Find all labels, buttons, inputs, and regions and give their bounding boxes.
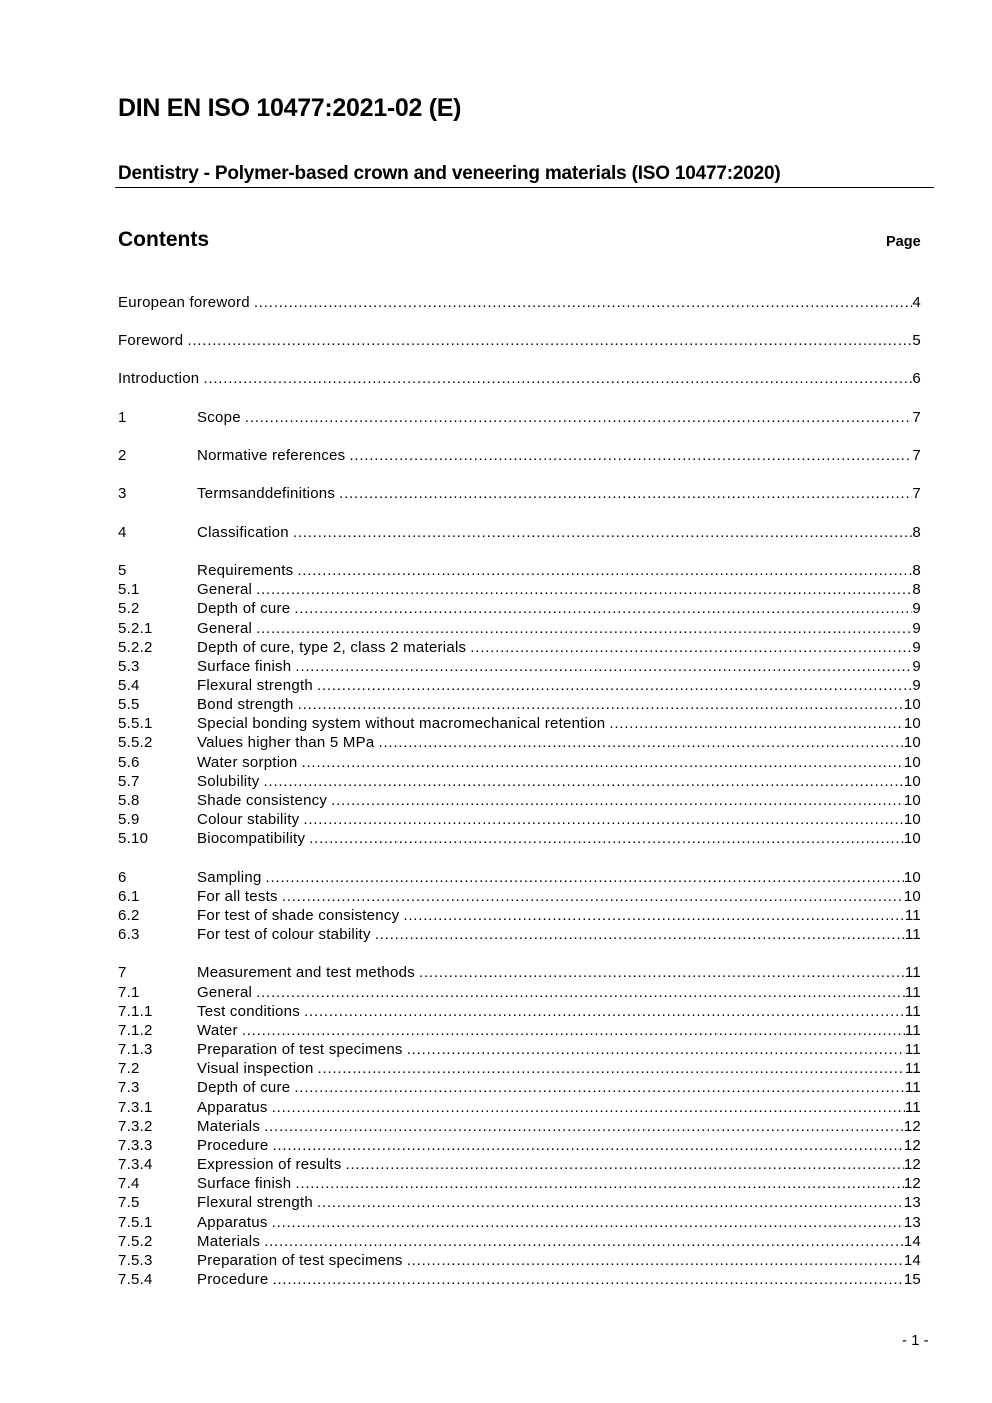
toc-dot-leader [375, 925, 905, 944]
toc-entry-number: 5.7 [118, 773, 140, 790]
toc-entry-number: 7.5.1 [118, 1214, 153, 1231]
toc-entry-title: Procedure [197, 1137, 269, 1154]
toc-entry-number: 7.1.2 [118, 1022, 153, 1039]
toc-dot-leader [470, 638, 912, 657]
toc-entry-title: Water [197, 1022, 238, 1039]
toc-entry-number: 7.5.3 [118, 1252, 153, 1269]
toc-entry[interactable] [118, 293, 921, 312]
toc-entry-page: 12 [903, 1118, 921, 1135]
toc-dot-leader [419, 963, 905, 982]
toc-entry-title: Requirements [197, 562, 294, 579]
toc-entry-number: 6.1 [118, 888, 140, 905]
toc-dot-leader [294, 599, 912, 618]
toc-entry-number: 5.5.2 [118, 734, 153, 751]
toc-entry-title: Expression of results [197, 1156, 342, 1173]
toc-entry-number: 7 [118, 964, 127, 981]
toc-entry[interactable] [118, 733, 921, 752]
toc-entry-page: 7 [912, 409, 921, 426]
toc-entry[interactable] [118, 772, 921, 791]
toc-entry-page: 8 [912, 581, 921, 598]
toc-entry[interactable] [118, 638, 921, 657]
toc-entry[interactable] [118, 599, 921, 618]
toc-entry-title: Procedure [197, 1271, 269, 1288]
toc-entry-number: 7.3 [118, 1079, 140, 1096]
toc-entry-title: Depth of cure [197, 600, 291, 617]
toc-entry-page: 14 [903, 1233, 921, 1250]
toc-entry-title: Introduction [118, 370, 200, 387]
toc-entry-number: 5 [118, 562, 127, 579]
toc-entry-page: 6 [912, 370, 921, 387]
toc-entry-title: Biocompatibility [197, 830, 306, 847]
document-title: Dentistry - Polymer-based crown and veneering materials (ISO 10477:2020) [118, 163, 781, 184]
toc-entry-title: Foreword [118, 332, 184, 349]
toc-entry-page: 10 [903, 830, 921, 847]
toc-entry-page: 10 [903, 811, 921, 828]
toc-dot-leader [256, 580, 912, 599]
toc-dot-leader [309, 829, 904, 848]
toc-dot-leader [301, 753, 903, 772]
toc-entry-page: 5 [912, 332, 921, 349]
toc-entry-title: Classification [197, 524, 289, 541]
toc-entry[interactable] [118, 1078, 921, 1097]
toc-entry-page: 11 [904, 964, 921, 981]
toc-entry-page: 11 [904, 1060, 921, 1077]
toc-dot-leader [203, 369, 912, 388]
toc-entry-page: 4 [912, 294, 921, 311]
toc-entry-title: Flexural strength [197, 1194, 313, 1211]
toc-entry-number: 5.6 [118, 754, 140, 771]
toc-entry-title: General [197, 620, 253, 637]
toc-entry-page: 11 [904, 1003, 921, 1020]
toc-entry[interactable] [118, 1021, 921, 1040]
toc-entry-title: For all tests [197, 888, 278, 905]
toc-entry[interactable] [118, 1232, 921, 1251]
toc-dot-leader [317, 1193, 904, 1212]
toc-entry-page: 10 [903, 888, 921, 905]
toc-dot-leader [339, 484, 912, 503]
toc-entry-number: 5.3 [118, 658, 140, 675]
toc-entry-number: 7.4 [118, 1175, 140, 1192]
toc-entry-title: Colour stability [197, 811, 300, 828]
toc-entry-title: European foreword [118, 294, 250, 311]
toc-dot-leader [264, 1117, 904, 1136]
toc-entry-page: 10 [903, 792, 921, 809]
toc-dot-leader [254, 293, 913, 312]
toc-entry-number: 7.3.1 [118, 1099, 153, 1116]
toc-entry[interactable] [118, 676, 921, 695]
contents-heading: Contents [118, 228, 209, 251]
toc-entry-page: 9 [912, 620, 921, 637]
toc-entry[interactable] [118, 619, 921, 638]
toc-entry[interactable] [118, 1270, 921, 1289]
toc-entry-number: 1 [118, 409, 127, 426]
toc-entry-title: General [197, 581, 253, 598]
toc-entry-number: 7.1.1 [118, 1003, 153, 1020]
toc-entry[interactable] [118, 1002, 921, 1021]
toc-entry-page: 10 [903, 773, 921, 790]
toc-entry-page: 11 [904, 1041, 921, 1058]
toc-entry[interactable] [118, 1174, 921, 1193]
toc-dot-leader [272, 1136, 903, 1155]
toc-entry-page: 10 [903, 869, 921, 886]
toc-entry-number: 5.1 [118, 581, 140, 598]
toc-entry-title: For test of colour stability [197, 926, 371, 943]
toc-entry-number: 5.5.1 [118, 715, 153, 732]
toc-entry-title: Termsanddefinitions [197, 485, 336, 502]
toc-entry-number: 5.2 [118, 600, 140, 617]
toc-dot-leader [304, 1002, 905, 1021]
toc-entry-page: 9 [912, 600, 921, 617]
toc-dot-leader [242, 1021, 905, 1040]
document-id: DIN EN ISO 10477:2021-02 (E) [118, 94, 462, 122]
toc-entry[interactable] [118, 446, 921, 465]
toc-entry-page: 9 [912, 639, 921, 656]
toc-entry-page: 11 [904, 1022, 921, 1039]
toc-entry-page: 10 [903, 715, 921, 732]
toc-entry-page: 13 [903, 1194, 921, 1211]
toc-entry[interactable] [118, 925, 921, 944]
toc-entry-page: 12 [903, 1175, 921, 1192]
toc-entry[interactable] [118, 1098, 921, 1117]
toc-dot-leader [245, 408, 913, 427]
toc-entry-page: 11 [904, 984, 921, 1001]
toc-entry-title: Surface finish [197, 1175, 292, 1192]
toc-entry-number: 5.4 [118, 677, 140, 694]
toc-entry-title: Preparation of test specimens [197, 1252, 403, 1269]
toc-entry[interactable] [118, 1193, 921, 1212]
toc-dot-leader [298, 695, 904, 714]
toc-dot-leader [331, 791, 904, 810]
toc-entry[interactable] [118, 887, 921, 906]
toc-entry[interactable] [118, 791, 921, 810]
title-rule [115, 187, 934, 188]
toc-dot-leader [266, 868, 904, 887]
toc-entry-number: 5.2.1 [118, 620, 153, 637]
toc-entry[interactable] [118, 523, 921, 542]
toc-entry[interactable] [118, 963, 921, 982]
toc-dot-leader [609, 714, 903, 733]
toc-entry-title: Flexural strength [197, 677, 313, 694]
toc-entry-title: Test conditions [197, 1003, 300, 1020]
toc-dot-leader [297, 561, 912, 580]
toc-entry[interactable] [118, 369, 921, 388]
toc-entry-number: 2 [118, 447, 127, 464]
toc-entry-page: 11 [904, 1099, 921, 1116]
toc-entry[interactable] [118, 408, 921, 427]
toc-dot-leader [256, 619, 912, 638]
toc-entry[interactable] [118, 561, 921, 580]
toc-entry-number: 6 [118, 869, 127, 886]
toc-entry-page: 10 [903, 696, 921, 713]
toc-entry-title: Scope [197, 409, 241, 426]
toc-entry-number: 3 [118, 485, 127, 502]
toc-entry-page: 14 [903, 1252, 921, 1269]
toc-entry-title: Water sorption [197, 754, 298, 771]
toc-entry-page: 10 [903, 754, 921, 771]
toc-entry-title: Visual inspection [197, 1060, 314, 1077]
toc-entry-title: Surface finish [197, 658, 292, 675]
toc-dot-leader [282, 887, 904, 906]
toc-entry-title: For test of shade consistency [197, 907, 400, 924]
toc-entry-page: 12 [903, 1137, 921, 1154]
toc-entry[interactable] [118, 484, 921, 503]
toc-entry[interactable] [118, 695, 921, 714]
toc-entry-page: 8 [912, 524, 921, 541]
toc-dot-leader [403, 906, 905, 925]
toc-entry-title: Apparatus [197, 1099, 268, 1116]
toc-entry-number: 4 [118, 524, 127, 541]
toc-entry-title: Normative references [197, 447, 346, 464]
toc-dot-leader [318, 1059, 905, 1078]
toc-dot-leader [379, 733, 904, 752]
toc-dot-leader [295, 657, 912, 676]
toc-entry[interactable] [118, 983, 921, 1002]
toc-entry-number: 7.5.2 [118, 1233, 153, 1250]
toc-entry[interactable] [118, 580, 921, 599]
toc-entry-title: Depth of cure, type 2, class 2 materials [197, 639, 467, 656]
footer-page-number: - 1 - [902, 1332, 929, 1349]
toc-entry-page: 10 [903, 734, 921, 751]
toc-entry-page: 9 [912, 658, 921, 675]
toc-entry[interactable] [118, 1117, 921, 1136]
toc-entry[interactable] [118, 1040, 921, 1059]
toc-entry-title: Preparation of test specimens [197, 1041, 403, 1058]
toc-dot-leader [272, 1270, 903, 1289]
toc-entry[interactable] [118, 1136, 921, 1155]
toc-dot-leader [272, 1098, 905, 1117]
toc-entry[interactable] [118, 868, 921, 887]
toc-entry[interactable] [118, 1059, 921, 1078]
toc-entry[interactable] [118, 1155, 921, 1174]
toc-entry-number: 6.2 [118, 907, 140, 924]
toc-dot-leader [187, 331, 912, 350]
toc-dot-leader [407, 1251, 904, 1270]
toc-entry-page: 15 [903, 1271, 921, 1288]
toc-entry-title: Shade consistency [197, 792, 328, 809]
toc-dot-leader [295, 1174, 903, 1193]
toc-entry-title: Special bonding system without macromechanical retention [197, 715, 606, 732]
toc-entry-title: Solubility [197, 773, 260, 790]
toc-entry-page: 7 [912, 485, 921, 502]
toc-dot-leader [345, 1155, 903, 1174]
toc-entry-number: 5.5 [118, 696, 140, 713]
toc-entry-number: 7.5 [118, 1194, 140, 1211]
toc-entry-title: Materials [197, 1233, 261, 1250]
page-column-heading: Page [886, 234, 921, 250]
toc-dot-leader [303, 810, 903, 829]
toc-entry-page: 13 [903, 1214, 921, 1231]
toc-entry[interactable] [118, 906, 921, 925]
toc-entry-page: 12 [903, 1156, 921, 1173]
toc-entry-number: 7.2 [118, 1060, 140, 1077]
toc-dot-leader [294, 1078, 905, 1097]
toc-entry-title: Sampling [197, 869, 262, 886]
toc-entry-title: Apparatus [197, 1214, 268, 1231]
toc-entry[interactable] [118, 657, 921, 676]
toc-entry-number: 5.2.2 [118, 639, 153, 656]
toc-entry-number: 5.10 [118, 830, 149, 847]
toc-entry-title: Bond strength [197, 696, 294, 713]
toc-dot-leader [407, 1040, 905, 1059]
toc-dot-leader [272, 1213, 904, 1232]
toc-entry-page: 9 [912, 677, 921, 694]
toc-entry[interactable] [118, 810, 921, 829]
toc-entry-number: 7.3.2 [118, 1118, 153, 1135]
toc-dot-leader [264, 1232, 904, 1251]
toc-entry-page: 11 [904, 1079, 921, 1096]
toc-dot-leader [256, 983, 905, 1002]
toc-entry[interactable] [118, 829, 921, 848]
toc-entry-number: 7.1.3 [118, 1041, 153, 1058]
toc-entry-page: 11 [904, 907, 921, 924]
toc-dot-leader [293, 523, 913, 542]
toc-entry-number: 5.8 [118, 792, 140, 809]
toc-entry-number: 7.1 [118, 984, 140, 1001]
toc-entry-title: Materials [197, 1118, 261, 1135]
toc-entry[interactable] [118, 331, 921, 350]
toc-entry-title: Values higher than 5 MPa [197, 734, 375, 751]
toc-entry[interactable] [118, 753, 921, 772]
toc-entry-title: General [197, 984, 253, 1001]
toc-entry[interactable] [118, 1213, 921, 1232]
toc-entry-number: 5.9 [118, 811, 140, 828]
toc-entry-page: 11 [904, 926, 921, 943]
toc-entry-title: Measurement and test methods [197, 964, 415, 981]
toc-dot-leader [349, 446, 912, 465]
toc-entry-number: 7.5.4 [118, 1271, 153, 1288]
toc-dot-leader [317, 676, 912, 695]
toc-dot-leader [264, 772, 904, 791]
toc-entry-number: 6.3 [118, 926, 140, 943]
toc-entry-page: 7 [912, 447, 921, 464]
toc-entry-title: Depth of cure [197, 1079, 291, 1096]
toc-entry[interactable] [118, 714, 921, 733]
toc-entry-number: 7.3.3 [118, 1137, 153, 1154]
toc-entry-page: 8 [912, 562, 921, 579]
toc-entry[interactable] [118, 1251, 921, 1270]
toc-entry-number: 7.3.4 [118, 1156, 153, 1173]
